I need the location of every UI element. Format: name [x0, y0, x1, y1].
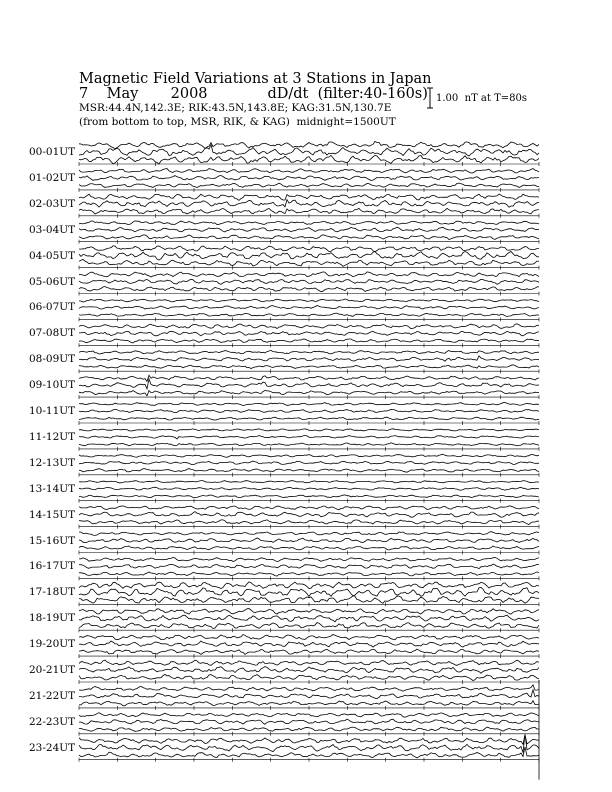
- trace-rik-9: [79, 356, 539, 361]
- row-label-19-20UT: 19-20UT: [29, 638, 76, 651]
- row-label-10-11UT: 10-11UT: [29, 405, 76, 417]
- trace-rik-7: [79, 306, 539, 310]
- trace-kag-6: [79, 272, 539, 277]
- trace-msr-17: [79, 572, 539, 576]
- trace-msr-24: [79, 747, 539, 758]
- trace-rik-24: [79, 734, 539, 752]
- trace-kag-14: [79, 481, 539, 483]
- trace-kag-20: [79, 635, 539, 640]
- row-label-06-07UT: 06-07UT: [29, 301, 76, 314]
- trace-kag-24: [79, 735, 539, 745]
- row-label-04-05UT: 04-05UT: [29, 249, 76, 262]
- trace-msr-13: [79, 469, 539, 473]
- trace-msr-4: [79, 235, 539, 240]
- trace-kag-1: [79, 141, 539, 148]
- trace-kag-12: [79, 429, 539, 431]
- trace-rik-21: [79, 667, 539, 674]
- trace-kag-23: [79, 713, 539, 718]
- order-midnight-line: (from bottom to top, MSR, RIK, & KAG) midnight=1500UT: [79, 116, 396, 128]
- quantity-label: dD/dt: [267, 86, 309, 102]
- row-label-16-17UT: 16-17UT: [29, 560, 76, 573]
- trace-msr-5: [79, 260, 539, 267]
- date-month: May: [106, 86, 139, 102]
- trace-msr-14: [79, 495, 539, 498]
- trace-rik-13: [79, 461, 539, 464]
- trace-kag-8: [79, 324, 539, 329]
- trace-kag-5: [79, 246, 539, 252]
- date-year: 2008: [170, 86, 208, 102]
- trace-msr-23: [79, 727, 539, 731]
- trace-msr-10: [79, 391, 539, 396]
- row-label-03-04UT: 03-04UT: [29, 223, 76, 236]
- trace-rik-23: [79, 719, 539, 724]
- trace-kag-11: [79, 403, 539, 406]
- row-label-20-21UT: 20-21UT: [29, 664, 76, 676]
- trace-msr-6: [79, 287, 539, 292]
- trace-msr-7: [79, 313, 539, 316]
- row-label-13-14UT: 13-14UT: [29, 482, 76, 495]
- stations-line: MSR:44.4N,142.3E; RIK:43.5N,143.8E; KAG:31.5N,130.7E: [79, 102, 392, 114]
- trace-kag-17: [79, 557, 539, 561]
- trace-rik-11: [79, 409, 539, 412]
- trace-rik-3: [79, 200, 539, 208]
- row-label-15-16UT: 15-16UT: [29, 534, 76, 547]
- row-label-02-03UT: 02-03UT: [29, 197, 76, 210]
- trace-rik-5: [79, 251, 539, 260]
- trace-kag-18: [79, 582, 539, 589]
- trace-rik-14: [79, 487, 539, 490]
- trace-kag-15: [79, 506, 539, 510]
- trace-msr-12: [79, 443, 539, 446]
- row-label-21-22UT: 21-22UT: [29, 689, 76, 702]
- row-label-09-10UT: 09-10UT: [29, 379, 76, 392]
- trace-rik-22: [79, 690, 539, 699]
- trace-rik-2: [79, 176, 539, 181]
- row-label-12-13UT: 12-13UT: [29, 456, 76, 469]
- trace-msr-2: [79, 183, 539, 188]
- row-label-08-09UT: 08-09UT: [29, 353, 76, 366]
- trace-kag-22: [79, 685, 539, 691]
- trace-msr-3: [79, 208, 539, 214]
- trace-kag-9: [79, 350, 539, 354]
- trace-msr-19: [79, 623, 539, 629]
- row-label-22-23UT: 22-23UT: [29, 715, 76, 728]
- trace-rik-10: [79, 379, 539, 389]
- trace-msr-20: [79, 649, 539, 654]
- trace-rik-8: [79, 331, 539, 336]
- trace-rik-12: [79, 436, 539, 439]
- trace-kag-13: [79, 454, 539, 457]
- trace-rik-17: [79, 564, 539, 569]
- trace-rik-20: [79, 641, 539, 647]
- trace-kag-19: [79, 609, 539, 615]
- date-day: 7: [79, 86, 89, 102]
- trace-kag-3: [79, 194, 539, 200]
- trace-kag-7: [79, 299, 539, 302]
- trace-kag-21: [79, 660, 539, 665]
- trace-rik-4: [79, 227, 539, 232]
- row-label-05-06UT: 05-06UT: [29, 275, 76, 288]
- trace-rik-15: [79, 512, 539, 518]
- filter-label: (filter:40-160s): [317, 86, 428, 102]
- trace-kag-2: [79, 169, 539, 173]
- scale-bar-label: 1.00 nT at T=80s: [436, 93, 527, 104]
- row-label-23-24UT: 23-24UT: [29, 741, 76, 754]
- trace-rik-6: [79, 279, 539, 284]
- row-label-18-19UT: 18-19UT: [29, 612, 76, 625]
- row-label-07-08UT: 07-08UT: [29, 327, 76, 340]
- trace-msr-9: [79, 365, 539, 369]
- row-label-01-02UT: 01-02UT: [29, 171, 76, 184]
- trace-msr-16: [79, 546, 539, 550]
- row-label-00-01UT: 00-01UT: [29, 146, 76, 158]
- trace-kag-4: [79, 221, 539, 225]
- trace-msr-8: [79, 339, 539, 343]
- trace-rik-16: [79, 538, 539, 543]
- trace-rik-19: [79, 615, 539, 622]
- trace-kag-10: [79, 375, 539, 381]
- trace-msr-11: [79, 417, 539, 420]
- row-label-17-18UT: 17-18UT: [29, 586, 76, 599]
- trace-kag-16: [79, 532, 539, 536]
- trace-msr-21: [79, 674, 539, 680]
- row-label-14-15UT: 14-15UT: [29, 508, 76, 521]
- trace-msr-22: [79, 701, 539, 706]
- chart-title: Magnetic Field Variations at 3 Stations in Japan: [79, 71, 432, 87]
- row-label-11-12UT: 11-12UT: [29, 430, 76, 443]
- trace-rik-1: [79, 145, 539, 156]
- trace-msr-15: [79, 520, 539, 525]
